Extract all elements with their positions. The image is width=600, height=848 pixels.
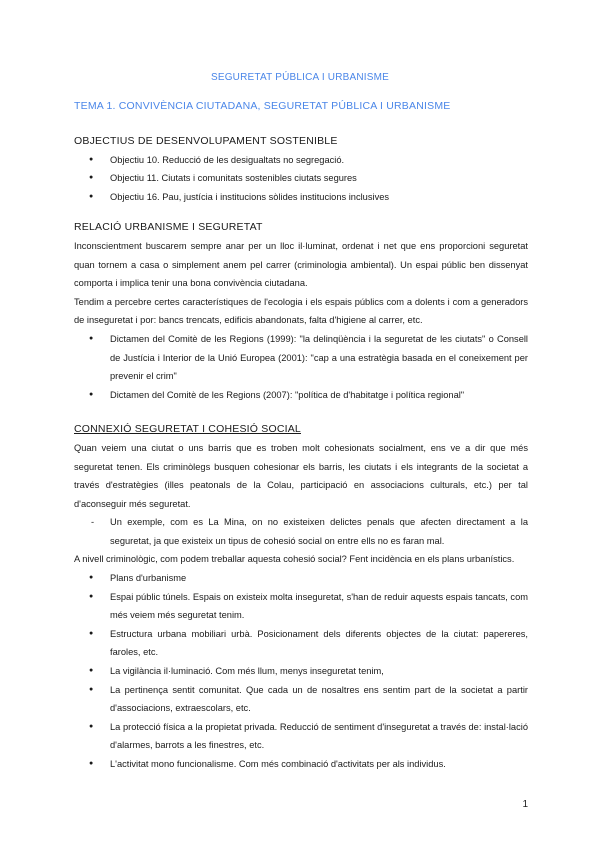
section-heading-connexio: CONNEXIÓ SEGURETAT I COHESIÓ SOCIAL [74,423,301,436]
paragraph: A nivell criminològic, com podem treballar aquesta cohesió social? Fent incidència en els plans urbanístics. [74,554,515,565]
list-item: ● La protecció física a la propietat privada. Reducció de sentiment d'inseguretat a través de: instal·lació d'alarmes, barrots a les finestres, etc. [74,718,528,755]
list-item: ● Dictamen del Comitè de les Regions (1999): "la delinqüència i la seguretat de les ciutats" o Consell de Justícia i Interior de la Unió Europea (2001): "cap a una estratègia basada en el coneixement per prevenir el crim" [74,330,528,386]
topic-heading: TEMA 1. CONVIVÈNCIA CIUTADANA, SEGURETAT PÚBLICA I URBANISME [74,100,451,112]
list-item: ● Dictamen del Comitè de les Regions (2007): "política de d'habitatge i política regional" [74,386,528,405]
section-heading-objectius: OBJECTIUS DE DESENVOLUPAMENT SOSTENIBLE [74,135,338,147]
list-item: ● Espai públic túnels. Espais on existeix molta inseguretat, s'han de reduir aquests espais tancats, com més veiem més seguretat tenim. [74,588,528,625]
list-item: ● L'activitat mono funcionalisme. Com més combinació d'activitats per als individus. [74,755,528,774]
list-item: - Un exemple, com es La Mina, on no existeixen delictes penals que afecten directament a la seguretat, ja que existeix un tipus de cohesió social on entre ells no es faran mal. [74,513,528,550]
connexio-list [74,569,528,774]
document-title: SEGURETAT PÚBLICA I URBANISME [210,72,390,83]
example-list [74,513,528,550]
relacio-list [74,330,528,404]
page-number: 1 [522,799,528,810]
list-item: ● Objectiu 10. Reducció de les desigualtats no segregació. [74,151,528,170]
list-item: ● La vigilància il·luminació. Com més llum, menys inseguretat tenim, [74,662,528,681]
objectius-list [74,151,528,207]
list-item: ● Objectiu 16. Pau, justícia i institucions sòlides institucions inclusives [74,188,528,207]
paragraph: Quan veiem una ciutat o uns barris que es troben molt cohesionats socialment, ens ve a dir que més seguretat tenen. Els criminòlegs busquen cohesionar els barris, les ciutats i els integrants de la societat a través d'estratègies (illes peatonals de la Colau, participació en associacions culturals, etc.) per tal d'aconseguir més seguretat. [74,442,528,509]
list-item: ● Plans d'urbanisme [74,569,528,588]
list-item: ● Estructura urbana mobiliari urbà. Posicionament dels diferents objectes de la ciutat: papereres, faroles, etc. [74,625,528,662]
paragraph: Inconscientment buscarem sempre anar per un lloc il·luminat, ordenat i net que ens proporcioni seguretat quan tornem a casa o simplement anem pel carrer (criminologia ambiental). Un espai públic ben dissenyat comporta i implica tenir una bona convivència ciutadana. [74,240,528,289]
list-item: ● La pertinença sentit comunitat. Que cada un de nosaltres ens sentim part de la societat a partir d'associacions, extraescolars, etc. [74,681,528,718]
paragraph: Tendim a percebre certes característiques de l'ecologia i els espais públics com a dolents i com a generadors de inseguretat i por: bancs trencats, edificis abandonats, falta d'higiene al carrer, etc. [74,296,528,326]
list-item: ● Objectiu 11. Ciutats i comunitats sostenibles ciutats segures [74,169,528,188]
section-heading-relacio: RELACIÓ URBANISME I SEGURETAT [74,221,263,234]
document-body [74,132,528,774]
